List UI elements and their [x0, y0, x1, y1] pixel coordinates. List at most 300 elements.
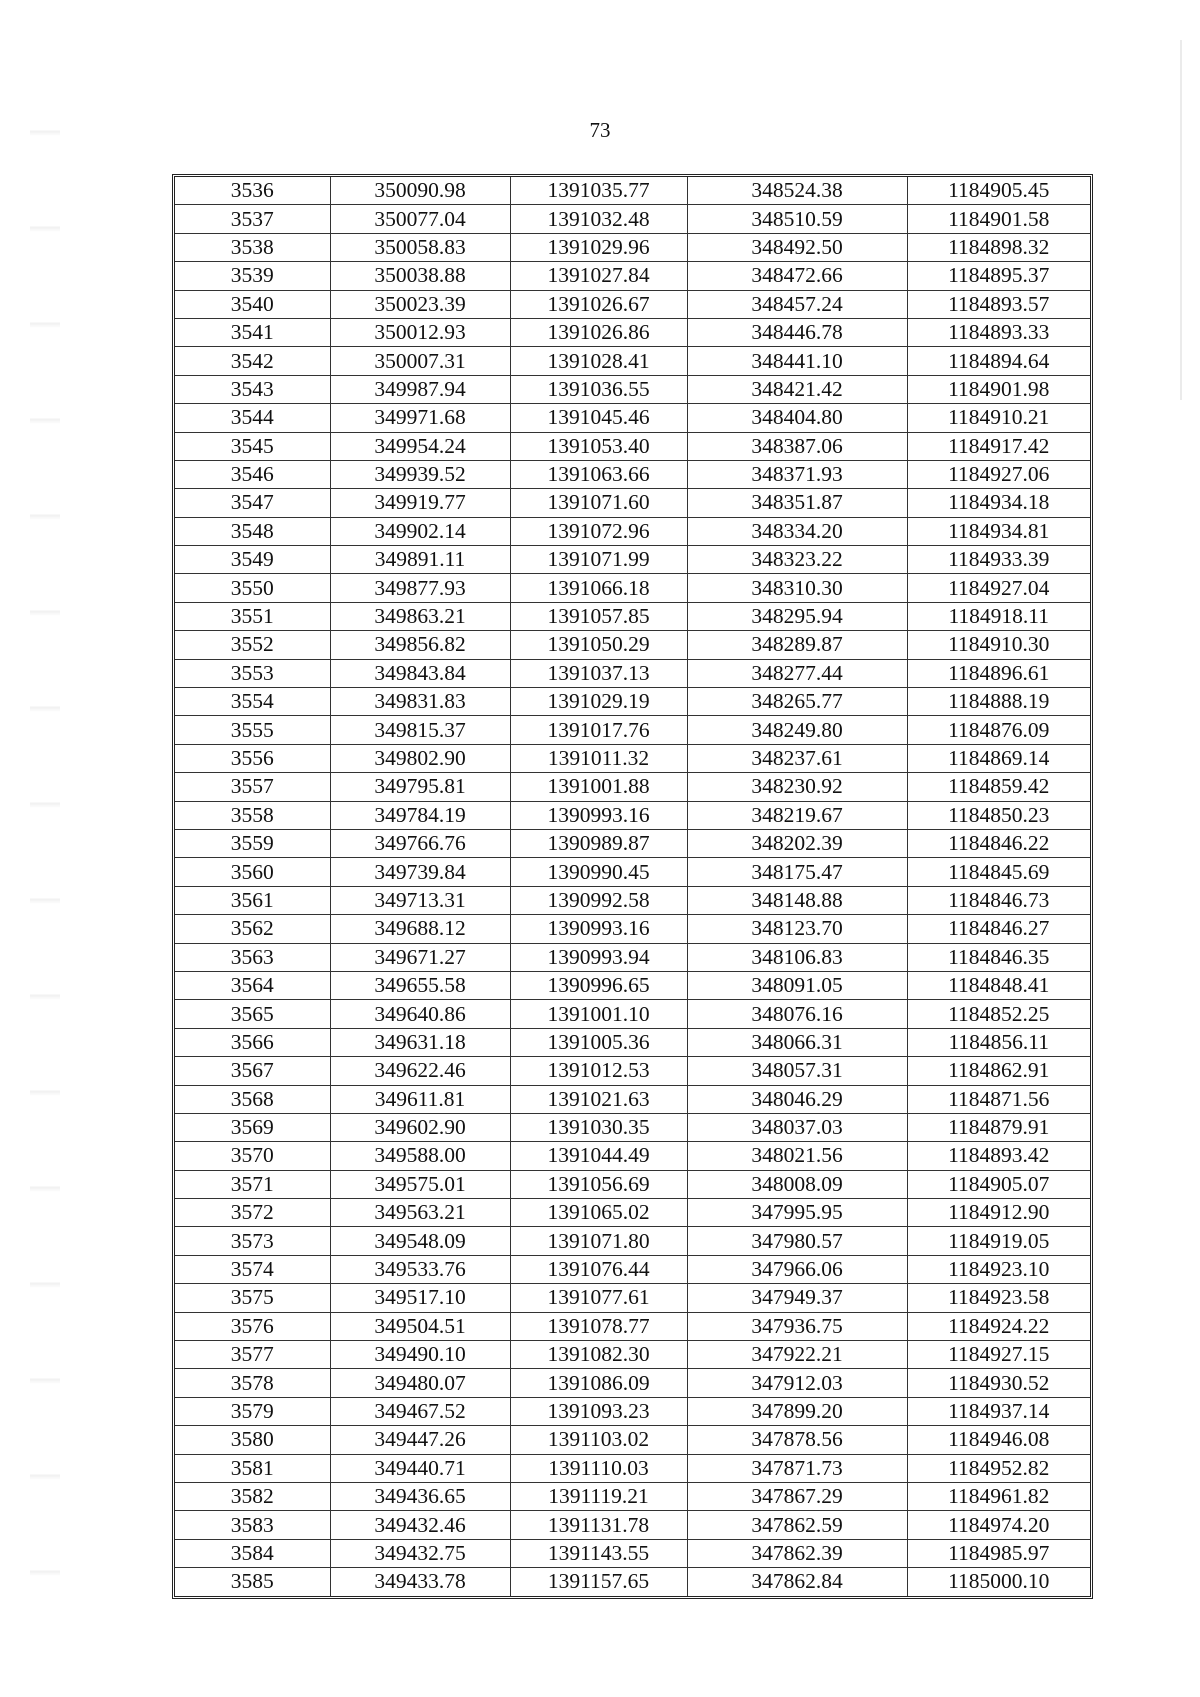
coord-b-x-cell: 348387.06: [687, 432, 907, 460]
coord-a-y-cell: 1391032.48: [510, 205, 687, 233]
coord-a-y-cell: 1391143.55: [510, 1539, 687, 1567]
coord-a-y-cell: 1390993.16: [510, 915, 687, 943]
coord-a-y-cell: 1391037.13: [510, 659, 687, 687]
table-row: [175, 688, 1090, 716]
coord-b-x-cell: 347980.57: [687, 1227, 907, 1255]
coord-b-x-cell: 347995.95: [687, 1199, 907, 1227]
coord-a-y-cell: 1391082.30: [510, 1341, 687, 1369]
point-number-cell: 3542: [175, 347, 330, 375]
coord-b-x-cell: 348310.30: [687, 574, 907, 602]
coord-b-y-cell: 1184859.42: [907, 773, 1090, 801]
point-number-cell: 3570: [175, 1142, 330, 1170]
table-row: [175, 1284, 1090, 1312]
coord-a-y-cell: 1391119.21: [510, 1482, 687, 1510]
coord-b-x-cell: 348202.39: [687, 829, 907, 857]
coord-b-y-cell: 1185000.10: [907, 1568, 1090, 1596]
coord-a-y-cell: 1391005.36: [510, 1028, 687, 1056]
coord-b-x-cell: 348492.50: [687, 233, 907, 261]
coord-a-y-cell: 1390993.94: [510, 943, 687, 971]
coord-a-x-cell: 349688.12: [330, 915, 510, 943]
coord-b-x-cell: 348351.87: [687, 489, 907, 517]
point-number-cell: 3579: [175, 1397, 330, 1425]
coord-a-y-cell: 1390996.65: [510, 971, 687, 999]
coord-a-x-cell: 349440.71: [330, 1454, 510, 1482]
coord-a-x-cell: 350038.88: [330, 262, 510, 290]
point-number-cell: 3538: [175, 233, 330, 261]
coord-b-x-cell: 347912.03: [687, 1369, 907, 1397]
coord-b-x-cell: 347871.73: [687, 1454, 907, 1482]
coord-a-y-cell: 1391050.29: [510, 631, 687, 659]
page-number: 73: [589, 118, 611, 142]
coord-b-x-cell: 348510.59: [687, 205, 907, 233]
coord-a-x-cell: 349480.07: [330, 1369, 510, 1397]
coord-a-y-cell: 1391066.18: [510, 574, 687, 602]
coord-a-x-cell: 350090.98: [330, 177, 510, 205]
table-row: [175, 1057, 1090, 1085]
point-number-cell: 3556: [175, 744, 330, 772]
table-row: [175, 1369, 1090, 1397]
coord-a-y-cell: 1391093.23: [510, 1397, 687, 1425]
coord-b-y-cell: 1184845.69: [907, 858, 1090, 886]
point-number-cell: 3546: [175, 460, 330, 488]
coord-a-x-cell: 349919.77: [330, 489, 510, 517]
table-row: [175, 318, 1090, 346]
point-number-cell: 3536: [175, 177, 330, 205]
coord-b-y-cell: 1184898.32: [907, 233, 1090, 261]
coord-a-y-cell: 1391035.77: [510, 177, 687, 205]
coord-b-y-cell: 1184862.91: [907, 1057, 1090, 1085]
point-number-cell: 3549: [175, 546, 330, 574]
table-row: [175, 858, 1090, 886]
table-row: [175, 602, 1090, 630]
coord-a-y-cell: 1391056.69: [510, 1170, 687, 1198]
table-row: [175, 205, 1090, 233]
coord-b-y-cell: 1184912.90: [907, 1199, 1090, 1227]
coord-a-x-cell: 349447.26: [330, 1426, 510, 1454]
coord-b-y-cell: 1184985.97: [907, 1539, 1090, 1567]
coord-b-y-cell: 1184876.09: [907, 716, 1090, 744]
coord-b-y-cell: 1184974.20: [907, 1511, 1090, 1539]
coord-b-x-cell: 348066.31: [687, 1028, 907, 1056]
coord-a-x-cell: 349622.46: [330, 1057, 510, 1085]
coord-a-x-cell: 349611.81: [330, 1085, 510, 1113]
coord-a-x-cell: 349602.90: [330, 1113, 510, 1141]
point-number-cell: 3540: [175, 290, 330, 318]
coord-a-x-cell: 349436.65: [330, 1482, 510, 1510]
coord-b-y-cell: 1184893.33: [907, 318, 1090, 346]
point-number-cell: 3580: [175, 1426, 330, 1454]
coord-a-x-cell: 349802.90: [330, 744, 510, 772]
coord-b-y-cell: 1184918.11: [907, 602, 1090, 630]
table-row: [175, 517, 1090, 545]
table-row: [175, 1341, 1090, 1369]
table-row: [175, 1568, 1090, 1596]
coord-b-x-cell: 347966.06: [687, 1255, 907, 1283]
coord-a-x-cell: 349795.81: [330, 773, 510, 801]
coord-a-y-cell: 1391077.61: [510, 1284, 687, 1312]
coord-a-x-cell: 349548.09: [330, 1227, 510, 1255]
table-row: [175, 404, 1090, 432]
coord-a-x-cell: 349843.84: [330, 659, 510, 687]
coord-a-y-cell: 1391029.96: [510, 233, 687, 261]
point-number-cell: 3559: [175, 829, 330, 857]
point-number-cell: 3550: [175, 574, 330, 602]
point-number-cell: 3555: [175, 716, 330, 744]
coord-b-x-cell: 348021.56: [687, 1142, 907, 1170]
coord-b-y-cell: 1184910.21: [907, 404, 1090, 432]
coord-a-x-cell: 349433.78: [330, 1568, 510, 1596]
coord-a-y-cell: 1391071.80: [510, 1227, 687, 1255]
coord-a-x-cell: 349575.01: [330, 1170, 510, 1198]
coord-a-y-cell: 1391026.86: [510, 318, 687, 346]
coord-a-y-cell: 1391028.41: [510, 347, 687, 375]
table-row: [175, 716, 1090, 744]
coord-b-x-cell: 347936.75: [687, 1312, 907, 1340]
coord-a-x-cell: 349640.86: [330, 1000, 510, 1028]
coord-a-y-cell: 1391012.53: [510, 1057, 687, 1085]
point-number-cell: 3582: [175, 1482, 330, 1510]
coord-b-x-cell: 348524.38: [687, 177, 907, 205]
coord-b-x-cell: 348446.78: [687, 318, 907, 346]
coord-a-x-cell: 349467.52: [330, 1397, 510, 1425]
point-number-cell: 3547: [175, 489, 330, 517]
table-row: [175, 1170, 1090, 1198]
coord-a-x-cell: 350077.04: [330, 205, 510, 233]
coord-b-y-cell: 1184952.82: [907, 1454, 1090, 1482]
coord-b-x-cell: 348289.87: [687, 631, 907, 659]
table-row: [175, 631, 1090, 659]
point-number-cell: 3548: [175, 517, 330, 545]
coord-a-x-cell: 349987.94: [330, 375, 510, 403]
coord-b-x-cell: 348076.16: [687, 1000, 907, 1028]
table-row: [175, 1000, 1090, 1028]
coord-b-x-cell: 348334.20: [687, 517, 907, 545]
coord-b-x-cell: 348472.66: [687, 262, 907, 290]
coord-a-y-cell: 1390990.45: [510, 858, 687, 886]
coord-a-y-cell: 1390992.58: [510, 886, 687, 914]
coord-a-x-cell: 350058.83: [330, 233, 510, 261]
point-number-cell: 3583: [175, 1511, 330, 1539]
coord-b-x-cell: 348008.09: [687, 1170, 907, 1198]
table-row: [175, 1113, 1090, 1141]
coord-a-x-cell: 349954.24: [330, 432, 510, 460]
coord-a-y-cell: 1391036.55: [510, 375, 687, 403]
coord-a-x-cell: 349517.10: [330, 1284, 510, 1312]
table-row: [175, 915, 1090, 943]
coord-a-y-cell: 1391071.99: [510, 546, 687, 574]
coord-a-x-cell: 350023.39: [330, 290, 510, 318]
table-row: [175, 262, 1090, 290]
coord-b-y-cell: 1184933.39: [907, 546, 1090, 574]
coord-b-y-cell: 1184930.52: [907, 1369, 1090, 1397]
coord-a-x-cell: 349739.84: [330, 858, 510, 886]
point-number-cell: 3572: [175, 1199, 330, 1227]
coord-b-x-cell: 348295.94: [687, 602, 907, 630]
table-row: [175, 801, 1090, 829]
point-number-cell: 3576: [175, 1312, 330, 1340]
table-row: [175, 773, 1090, 801]
coord-b-y-cell: 1184905.45: [907, 177, 1090, 205]
coord-b-x-cell: 348265.77: [687, 688, 907, 716]
coord-a-x-cell: 349533.76: [330, 1255, 510, 1283]
coord-b-y-cell: 1184934.81: [907, 517, 1090, 545]
coord-b-y-cell: 1184893.57: [907, 290, 1090, 318]
point-number-cell: 3585: [175, 1568, 330, 1596]
point-number-cell: 3552: [175, 631, 330, 659]
coord-a-x-cell: 350012.93: [330, 318, 510, 346]
coord-a-x-cell: 349891.11: [330, 546, 510, 574]
point-number-cell: 3578: [175, 1369, 330, 1397]
point-number-cell: 3545: [175, 432, 330, 460]
coord-b-x-cell: 348037.03: [687, 1113, 907, 1141]
coord-a-y-cell: 1391053.40: [510, 432, 687, 460]
coord-b-y-cell: 1184927.15: [907, 1341, 1090, 1369]
coord-b-x-cell: 348219.67: [687, 801, 907, 829]
point-number-cell: 3539: [175, 262, 330, 290]
table-row: [175, 659, 1090, 687]
coord-b-x-cell: 348237.61: [687, 744, 907, 772]
coord-b-y-cell: 1184923.10: [907, 1255, 1090, 1283]
table-row: [175, 1511, 1090, 1539]
coord-a-x-cell: 349504.51: [330, 1312, 510, 1340]
coord-b-x-cell: 348230.92: [687, 773, 907, 801]
coord-b-y-cell: 1184905.07: [907, 1170, 1090, 1198]
point-number-cell: 3581: [175, 1454, 330, 1482]
point-number-cell: 3574: [175, 1255, 330, 1283]
point-number-cell: 3558: [175, 801, 330, 829]
coord-a-y-cell: 1390993.16: [510, 801, 687, 829]
table-row: [175, 1199, 1090, 1227]
point-number-cell: 3568: [175, 1085, 330, 1113]
coord-b-y-cell: 1184946.08: [907, 1426, 1090, 1454]
coord-a-y-cell: 1391011.32: [510, 744, 687, 772]
coord-b-x-cell: 348421.42: [687, 375, 907, 403]
coord-b-y-cell: 1184846.73: [907, 886, 1090, 914]
table-row: [175, 971, 1090, 999]
table-row: [175, 744, 1090, 772]
coord-b-y-cell: 1184923.58: [907, 1284, 1090, 1312]
coord-b-x-cell: 348057.31: [687, 1057, 907, 1085]
coord-a-y-cell: 1391030.35: [510, 1113, 687, 1141]
coord-b-y-cell: 1184856.11: [907, 1028, 1090, 1056]
coord-b-x-cell: 348323.22: [687, 546, 907, 574]
coord-a-x-cell: 349490.10: [330, 1341, 510, 1369]
coord-b-y-cell: 1184846.22: [907, 829, 1090, 857]
point-number-cell: 3569: [175, 1113, 330, 1141]
coord-b-x-cell: 348441.10: [687, 347, 907, 375]
table-row: [175, 177, 1090, 205]
coord-b-y-cell: 1184871.56: [907, 1085, 1090, 1113]
coordinate-table: [175, 177, 1090, 1596]
coord-a-x-cell: 349815.37: [330, 716, 510, 744]
table-row: [175, 574, 1090, 602]
point-number-cell: 3553: [175, 659, 330, 687]
coord-b-y-cell: 1184869.14: [907, 744, 1090, 772]
coord-b-y-cell: 1184879.91: [907, 1113, 1090, 1141]
coord-a-y-cell: 1391157.65: [510, 1568, 687, 1596]
coord-a-x-cell: 349856.82: [330, 631, 510, 659]
point-number-cell: 3554: [175, 688, 330, 716]
table-row: [175, 290, 1090, 318]
coord-b-y-cell: 1184917.42: [907, 432, 1090, 460]
coord-b-y-cell: 1184852.25: [907, 1000, 1090, 1028]
table-row: [175, 1227, 1090, 1255]
coord-b-y-cell: 1184894.64: [907, 347, 1090, 375]
scan-edge-artifact: [30, 40, 60, 1640]
coord-a-y-cell: 1391001.10: [510, 1000, 687, 1028]
point-number-cell: 3584: [175, 1539, 330, 1567]
point-number-cell: 3565: [175, 1000, 330, 1028]
table-row: [175, 886, 1090, 914]
coord-b-x-cell: 347862.59: [687, 1511, 907, 1539]
table-row: [175, 829, 1090, 857]
table-row: [175, 943, 1090, 971]
point-number-cell: 3551: [175, 602, 330, 630]
coord-b-x-cell: 348371.93: [687, 460, 907, 488]
coord-a-x-cell: 349939.52: [330, 460, 510, 488]
coord-b-y-cell: 1184927.04: [907, 574, 1090, 602]
coord-b-x-cell: 347862.39: [687, 1539, 907, 1567]
point-number-cell: 3544: [175, 404, 330, 432]
table-row: [175, 460, 1090, 488]
coord-b-x-cell: 348106.83: [687, 943, 907, 971]
coord-b-y-cell: 1184893.42: [907, 1142, 1090, 1170]
coord-a-y-cell: 1391017.76: [510, 716, 687, 744]
scan-edge-artifact-right: [1180, 40, 1182, 400]
coord-a-y-cell: 1391027.84: [510, 262, 687, 290]
coord-a-y-cell: 1391063.66: [510, 460, 687, 488]
coord-b-y-cell: 1184846.35: [907, 943, 1090, 971]
coord-b-y-cell: 1184937.14: [907, 1397, 1090, 1425]
table-row: [175, 1482, 1090, 1510]
coord-a-x-cell: 349655.58: [330, 971, 510, 999]
coord-a-y-cell: 1391131.78: [510, 1511, 687, 1539]
coord-a-y-cell: 1391029.19: [510, 688, 687, 716]
table-row: [175, 1397, 1090, 1425]
coord-a-y-cell: 1391026.67: [510, 290, 687, 318]
table-row: [175, 233, 1090, 261]
point-number-cell: 3541: [175, 318, 330, 346]
table-row: [175, 1312, 1090, 1340]
coord-a-x-cell: 349588.00: [330, 1142, 510, 1170]
point-number-cell: 3573: [175, 1227, 330, 1255]
table-row: [175, 1085, 1090, 1113]
coord-a-x-cell: 349877.93: [330, 574, 510, 602]
coord-b-y-cell: 1184846.27: [907, 915, 1090, 943]
table-row: [175, 347, 1090, 375]
point-number-cell: 3575: [175, 1284, 330, 1312]
coord-a-x-cell: 349902.14: [330, 517, 510, 545]
coord-a-y-cell: 1391021.63: [510, 1085, 687, 1113]
table-row: [175, 1028, 1090, 1056]
coord-a-y-cell: 1390989.87: [510, 829, 687, 857]
coord-b-y-cell: 1184901.98: [907, 375, 1090, 403]
point-number-cell: 3564: [175, 971, 330, 999]
table-row: [175, 489, 1090, 517]
coord-b-x-cell: 348404.80: [687, 404, 907, 432]
coord-a-y-cell: 1391076.44: [510, 1255, 687, 1283]
coord-a-y-cell: 1391103.02: [510, 1426, 687, 1454]
coord-a-y-cell: 1391086.09: [510, 1369, 687, 1397]
coord-b-y-cell: 1184961.82: [907, 1482, 1090, 1510]
coord-a-y-cell: 1391045.46: [510, 404, 687, 432]
coord-b-y-cell: 1184924.22: [907, 1312, 1090, 1340]
coordinate-table-body: [175, 177, 1090, 1596]
coord-b-x-cell: 348123.70: [687, 915, 907, 943]
table-row: [175, 546, 1090, 574]
coord-a-x-cell: 349432.46: [330, 1511, 510, 1539]
coord-a-y-cell: 1391072.96: [510, 517, 687, 545]
point-number-cell: 3543: [175, 375, 330, 403]
point-number-cell: 3557: [175, 773, 330, 801]
coord-b-y-cell: 1184850.23: [907, 801, 1090, 829]
coord-b-x-cell: 347867.29: [687, 1482, 907, 1510]
coord-a-x-cell: 350007.31: [330, 347, 510, 375]
coord-a-x-cell: 349971.68: [330, 404, 510, 432]
coord-a-y-cell: 1391071.60: [510, 489, 687, 517]
coord-b-x-cell: 347878.56: [687, 1426, 907, 1454]
table-row: [175, 1426, 1090, 1454]
point-number-cell: 3566: [175, 1028, 330, 1056]
coord-a-x-cell: 349863.21: [330, 602, 510, 630]
coord-a-y-cell: 1391078.77: [510, 1312, 687, 1340]
coord-b-y-cell: 1184848.41: [907, 971, 1090, 999]
point-number-cell: 3563: [175, 943, 330, 971]
point-number-cell: 3537: [175, 205, 330, 233]
coord-b-x-cell: 348046.29: [687, 1085, 907, 1113]
coord-b-y-cell: 1184896.61: [907, 659, 1090, 687]
coord-b-x-cell: 348148.88: [687, 886, 907, 914]
coord-a-y-cell: 1391001.88: [510, 773, 687, 801]
point-number-cell: 3562: [175, 915, 330, 943]
coord-b-y-cell: 1184888.19: [907, 688, 1090, 716]
point-number-cell: 3577: [175, 1341, 330, 1369]
coord-b-y-cell: 1184895.37: [907, 262, 1090, 290]
coord-a-x-cell: 349671.27: [330, 943, 510, 971]
coord-b-x-cell: 347922.21: [687, 1341, 907, 1369]
coordinate-table-frame: [172, 174, 1093, 1599]
coord-b-y-cell: 1184934.18: [907, 489, 1090, 517]
coord-b-x-cell: 348091.05: [687, 971, 907, 999]
table-row: [175, 1539, 1090, 1567]
coord-a-x-cell: 349784.19: [330, 801, 510, 829]
point-number-cell: 3560: [175, 858, 330, 886]
coord-b-y-cell: 1184901.58: [907, 205, 1090, 233]
coord-b-y-cell: 1184927.06: [907, 460, 1090, 488]
coord-a-y-cell: 1391110.03: [510, 1454, 687, 1482]
table-row: [175, 1142, 1090, 1170]
coord-b-x-cell: 347899.20: [687, 1397, 907, 1425]
coord-b-x-cell: 347949.37: [687, 1284, 907, 1312]
coord-a-x-cell: 349831.83: [330, 688, 510, 716]
table-row: [175, 1454, 1090, 1482]
point-number-cell: 3571: [175, 1170, 330, 1198]
coord-b-x-cell: 348175.47: [687, 858, 907, 886]
coord-b-y-cell: 1184919.05: [907, 1227, 1090, 1255]
point-number-cell: 3561: [175, 886, 330, 914]
coord-b-x-cell: 348277.44: [687, 659, 907, 687]
coord-b-y-cell: 1184910.30: [907, 631, 1090, 659]
coord-a-y-cell: 1391044.49: [510, 1142, 687, 1170]
table-row: [175, 375, 1090, 403]
coord-a-x-cell: 349563.21: [330, 1199, 510, 1227]
coord-a-x-cell: 349766.76: [330, 829, 510, 857]
table-row: [175, 432, 1090, 460]
point-number-cell: 3567: [175, 1057, 330, 1085]
coord-a-y-cell: 1391057.85: [510, 602, 687, 630]
table-row: [175, 1255, 1090, 1283]
coord-a-x-cell: 349432.75: [330, 1539, 510, 1567]
